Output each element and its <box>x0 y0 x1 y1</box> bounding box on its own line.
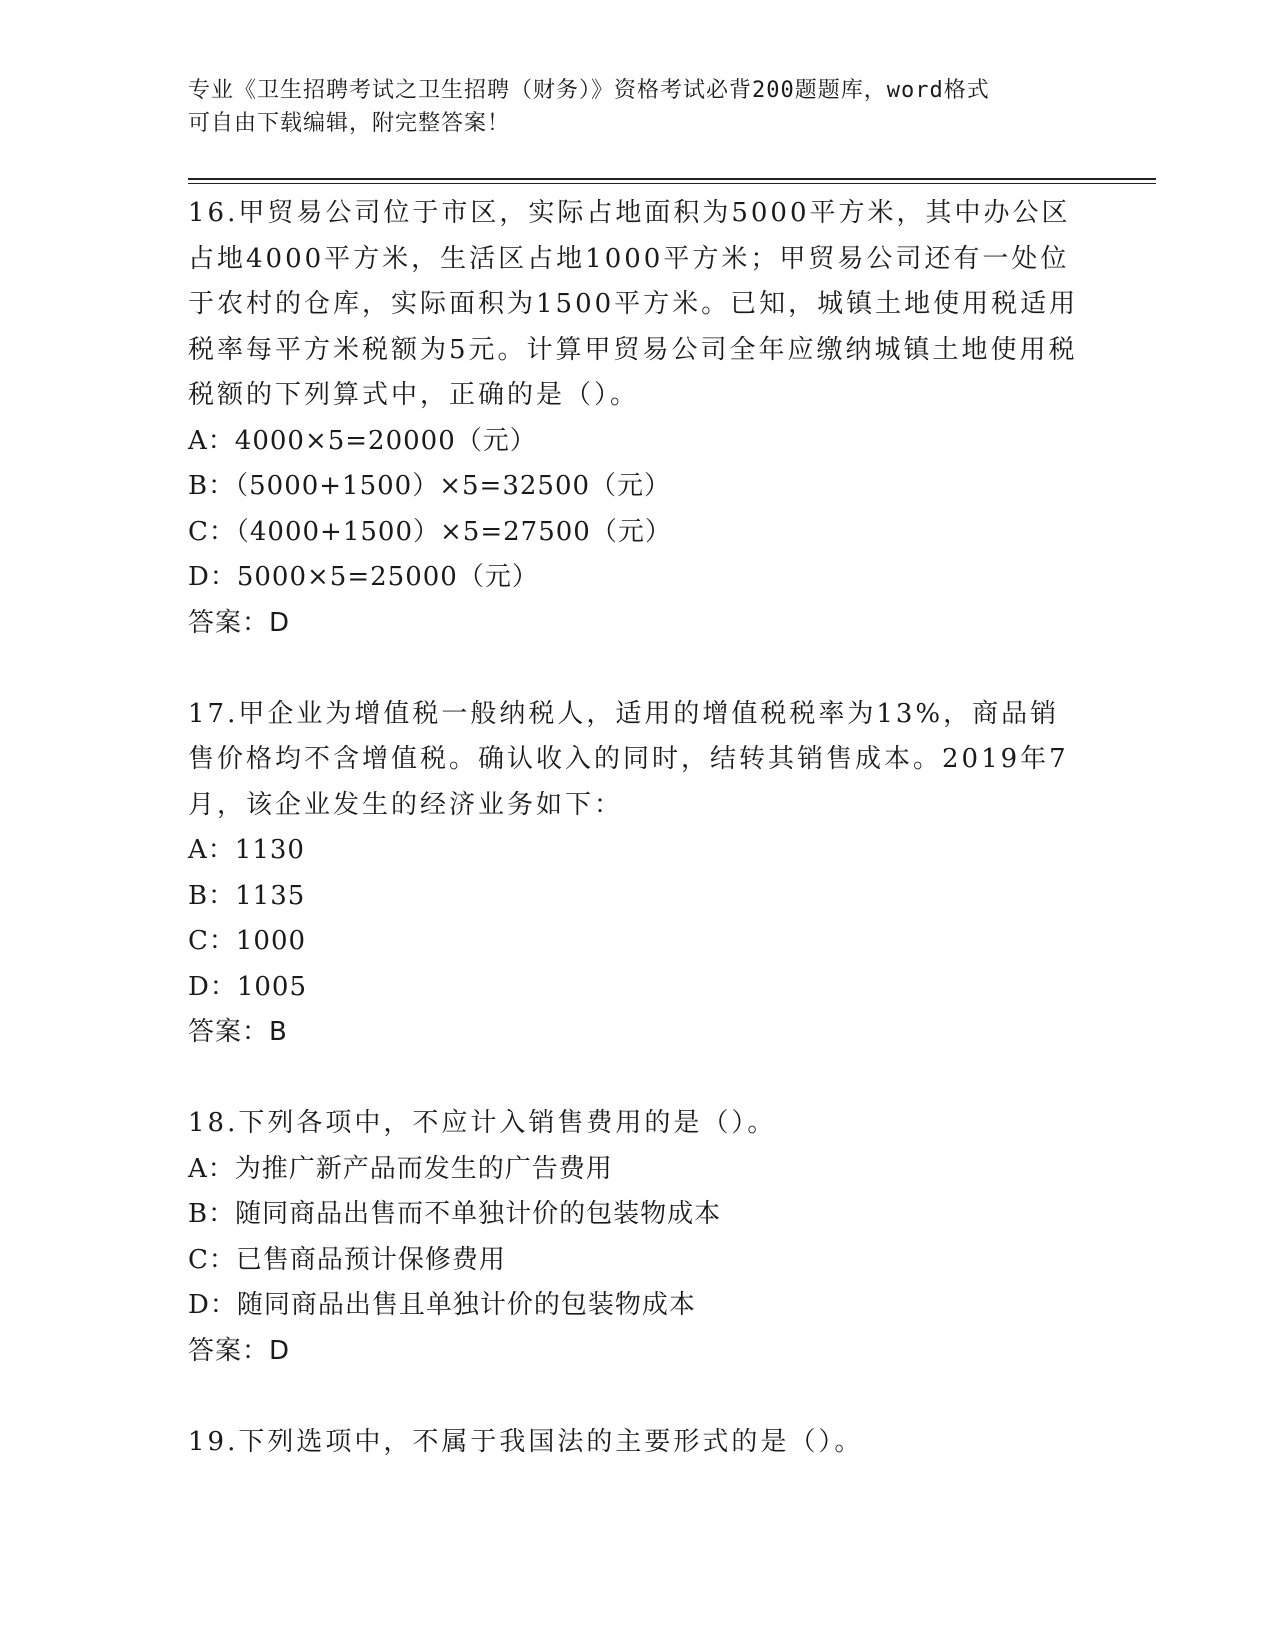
answer-line: 答案：B <box>188 1017 288 1047</box>
question-spacer <box>188 1056 1088 1102</box>
option-a: A：4000×5=20000（元） <box>188 425 537 456</box>
option-b: B：1135 <box>188 880 306 911</box>
header-line-1: 专业《卫生招聘考试之卫生招聘（财务）》资格考试必背200题题库，word格式 <box>188 78 990 103</box>
option-d: D：随同商品出售且单独计价的包装物成本 <box>188 1290 696 1320</box>
question-19 <box>188 1420 1088 1466</box>
answer-line: 答案：D <box>188 1335 291 1366</box>
question-16 <box>188 191 1088 646</box>
option-b: B：随同商品出售而不单独计价的包装物成本 <box>188 1199 722 1229</box>
header-line-2: 可自由下载编辑，附完整答案！ <box>188 111 511 136</box>
question-stem: 17.甲企业为增值税一般纳税人，适用的增值税税率为13%，商品销售价格均不含增值税。确认收入的同时，结转其销售成本。2019年7月，该企业发生的经济业务如下： <box>188 698 1069 820</box>
question-17 <box>188 692 1088 1056</box>
question-spacer <box>188 646 1088 692</box>
question-stem: 19.下列选项中，不属于我国法的主要形式的是（）。 <box>188 1426 864 1457</box>
document-header <box>188 74 1068 140</box>
header-divider-thin <box>188 183 1156 184</box>
option-d: D：5000×5=25000（元） <box>188 562 539 592</box>
answer-line: 答案：D <box>188 607 291 638</box>
option-a: A：1130 <box>188 835 305 865</box>
question-list <box>188 191 1088 1465</box>
option-a: A：为推广新产品而发生的广告费用 <box>188 1153 613 1184</box>
question-stem: 18.下列各项中，不应计入销售费用的是（）。 <box>188 1108 777 1138</box>
option-c: C：1000 <box>188 926 307 956</box>
option-b: B：（5000+1500）×5=32500（元） <box>188 471 672 501</box>
question-stem: 16.甲贸易公司位于市区，实际占地面积为5000平方米，其中办公区占地4000平方米，生活区占地1000平方米；甲贸易公司还有一处位于农村的仓库，实际面积为1500平方米。已知，城镇土地使用税适用税率每平方米税额为5元。计算甲贸易公司全年应缴纳城镇土地使用税税额的下列算式中，正确的是（）。 <box>188 198 1079 410</box>
option-c: C：（4000+1500）×5=27500（元） <box>188 516 672 547</box>
question-spacer <box>188 1374 1088 1420</box>
option-d: D：1005 <box>188 971 308 1002</box>
header-divider-thick <box>188 178 1156 180</box>
question-18 <box>188 1101 1088 1374</box>
option-c: C：已售商品预计保修费用 <box>188 1244 506 1275</box>
